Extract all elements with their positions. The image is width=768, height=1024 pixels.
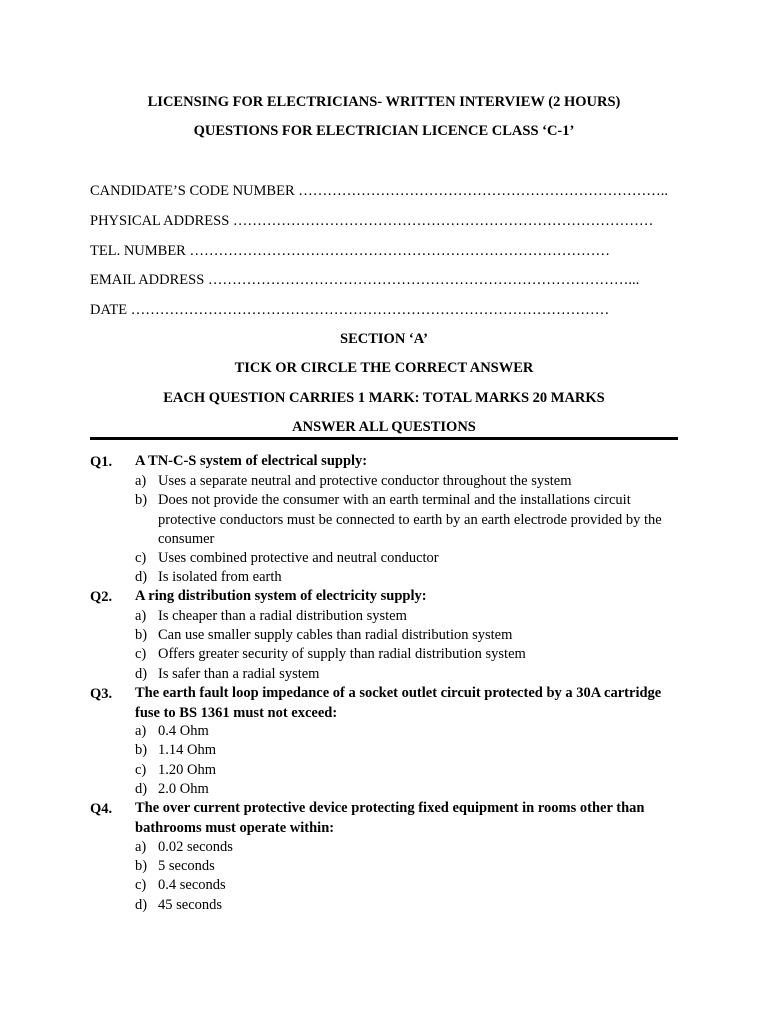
question-text: The over current protective device protecting fixed equipment in rooms other than bathrooms must operate within: [135,800,645,836]
option-text[interactable]: 0.4 seconds [158,877,226,893]
field-label: CANDIDATE’S CODE NUMBER [90,183,295,199]
question-text: The earth fault loop impedance of a socket outlet circuit protected by a 30A cartridge fuse to BS 1361 must not exceed: [135,685,662,721]
document-subtitle: QUESTIONS FOR ELECTRICIAN LICENCE CLASS ‘C-1’ [193,123,575,139]
option-letter[interactable]: b) [135,627,148,643]
section-marks: EACH QUESTION CARRIES 1 MARK: TOTAL MARKS 20 MARKS [163,390,605,406]
question-text: A ring distribution system of electricity supply: [135,588,427,604]
option-letter[interactable]: b) [135,858,148,874]
option-letter[interactable]: c) [135,762,147,778]
option-text[interactable]: Uses combined protective and neutral conductor [158,550,439,566]
option-letter[interactable]: a) [135,723,147,739]
email-address-field[interactable] [90,271,678,289]
option-text[interactable]: Can use smaller supply cables than radial distribution system [158,627,513,643]
option-letter[interactable]: d) [135,569,148,585]
option-letter[interactable]: c) [135,550,147,566]
option-text[interactable]: Does not provide the consumer with an earth terminal and the installations circuit protective conductors must be connected to earth by an earth electrode provided by the consumer [158,492,662,547]
field-dots: …………………………………………………………………………… [189,243,610,259]
option-text[interactable]: Is cheaper than a radial distribution system [158,608,407,624]
tel-number-field[interactable] [90,242,678,260]
field-label: EMAIL ADDRESS [90,272,205,288]
option-letter[interactable]: a) [135,608,147,624]
field-dots: ………………………………………………………………….. [298,183,668,199]
question-number: Q1. [90,454,113,470]
section-answer-all: ANSWER ALL QUESTIONS [292,419,476,435]
option-text[interactable]: 1.14 Ohm [158,742,216,758]
date-field[interactable] [90,301,678,319]
section-divider [90,437,678,440]
option-letter[interactable]: c) [135,877,147,893]
option-text[interactable]: 5 seconds [158,858,215,874]
question-number: Q4. [90,801,113,817]
option-text[interactable]: Offers greater security of supply than radial distribution system [158,646,526,662]
option-text[interactable]: 0.4 Ohm [158,723,209,739]
option-text[interactable]: 45 seconds [158,897,223,913]
question-number: Q2. [90,589,113,605]
option-text[interactable]: 0.02 seconds [158,839,233,855]
option-letter[interactable]: c) [135,646,147,662]
field-label: PHYSICAL ADDRESS [90,213,230,229]
document-title: LICENSING FOR ELECTRICIANS- WRITTEN INTERVIEW (2 HOURS) [147,94,621,110]
question-number: Q3. [90,686,113,702]
field-dots: ……………………………………………………………………………………… [130,302,610,318]
option-letter[interactable]: d) [135,666,148,682]
physical-address-field[interactable] [90,212,678,230]
question-text: A TN-C-S system of electrical supply: [135,453,368,469]
section-title: SECTION ‘A’ [340,331,428,347]
field-dots: …………………………………………………………………………… [232,213,654,229]
option-text[interactable]: Uses a separate neutral and protective conductor throughout the system [158,473,572,489]
field-label: DATE [90,302,128,318]
field-label: TEL. NUMBER [90,243,186,259]
option-letter[interactable]: d) [135,781,148,797]
field-dots: ……………………………………………………………………………... [207,272,640,288]
option-letter[interactable]: a) [135,473,147,489]
option-letter[interactable]: d) [135,897,148,913]
section-instruction: TICK OR CIRCLE THE CORRECT ANSWER [234,360,534,376]
option-letter[interactable]: b) [135,742,148,758]
option-text[interactable]: 2.0 Ohm [158,781,209,797]
option-text[interactable]: 1.20 Ohm [158,762,216,778]
candidate-code-field[interactable] [90,182,678,200]
option-letter[interactable]: a) [135,839,147,855]
option-letter[interactable]: b) [135,492,148,508]
option-text[interactable]: Is safer than a radial system [158,666,320,682]
option-text[interactable]: Is isolated from earth [158,569,282,585]
